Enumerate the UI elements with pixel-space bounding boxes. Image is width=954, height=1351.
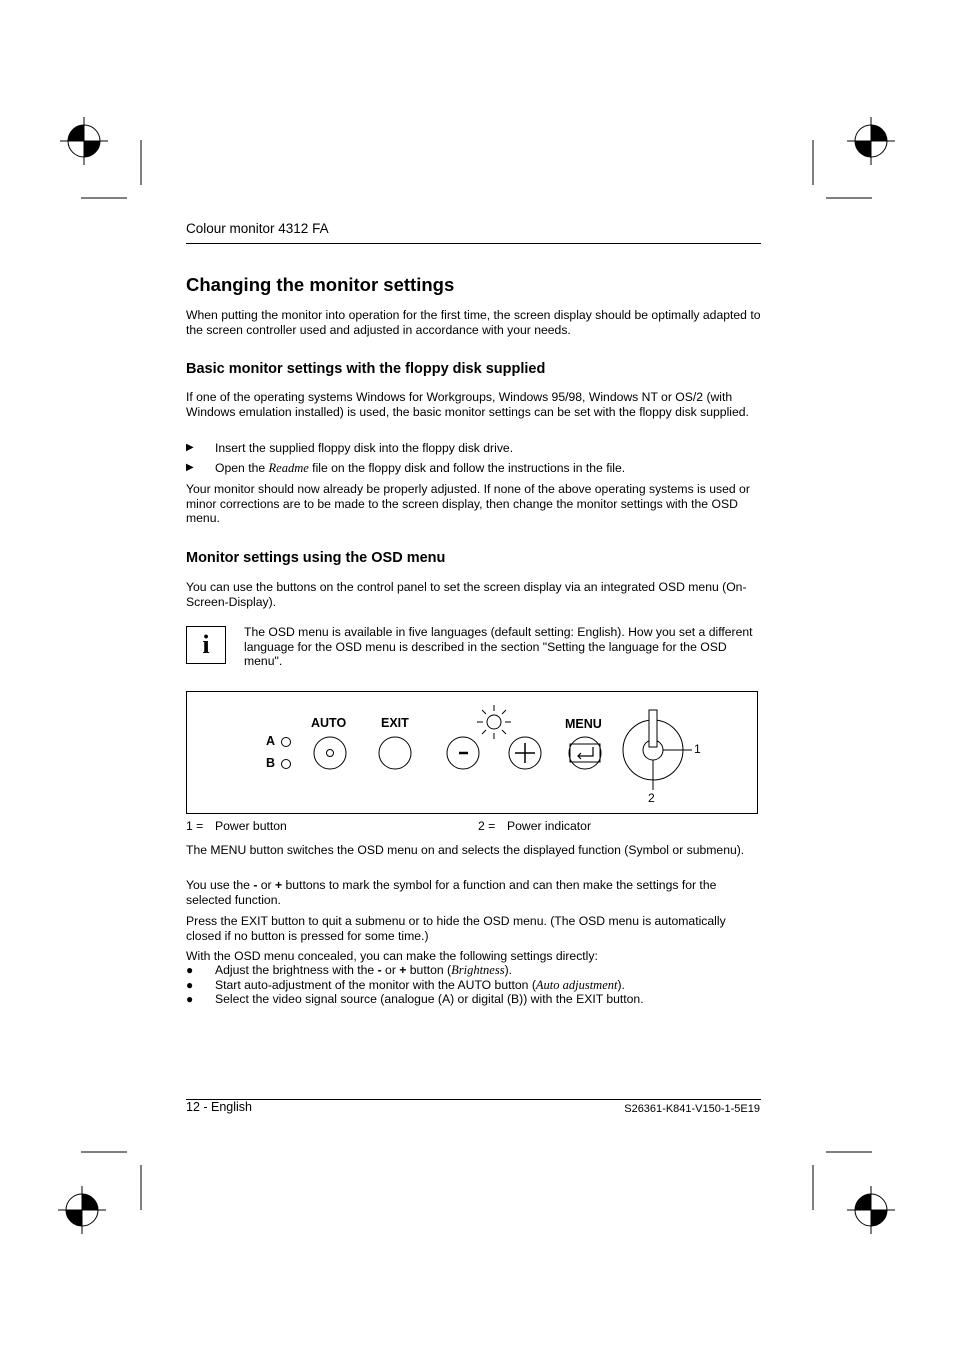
exit-paragraph: Press the EXIT button to quit a submenu or to hide the OSD menu. (The OSD menu is automatically closed if no button is pressed for some time.) — [186, 914, 726, 943]
bullet-2-text: Start auto-adjustment of the monitor with the AUTO button ( — [215, 978, 536, 992]
minus-button-icon — [447, 737, 479, 769]
brightness-sun-icon — [477, 705, 511, 739]
plus-button-icon — [509, 737, 541, 769]
bullet-1 — [215, 963, 760, 978]
label-b: B — [266, 756, 276, 770]
led-a-icon — [282, 738, 291, 747]
menu-paragraph: The MENU button switches the OSD menu on and selects the displayed function (Symbol or submenu). — [186, 843, 745, 857]
brightness-term: Brightness — [451, 963, 505, 977]
label-auto: AUTO — [311, 716, 347, 730]
bullet-1-mid: button ( — [406, 963, 452, 977]
plus-symbol: + — [399, 963, 407, 977]
control-panel-diagram — [186, 691, 758, 814]
step-2 — [215, 461, 760, 476]
label-exit: EXIT — [381, 716, 409, 730]
registration-target-icon — [847, 1186, 895, 1234]
info-icon: i — [186, 626, 226, 664]
page-number: 12 - English — [186, 1100, 253, 1114]
footer-rule — [186, 1099, 761, 1100]
callout-2: 2 — [648, 791, 655, 805]
power-button-icon — [623, 710, 692, 790]
bullet-icon: ● — [186, 992, 194, 1006]
auto-button-icon — [314, 737, 346, 769]
bullet-2 — [215, 978, 760, 993]
bullet-3: Select the video signal source (analogue (A) or digital (B)) with the EXIT button. — [215, 992, 644, 1006]
registration-target-icon — [847, 117, 895, 165]
callout-1: 1 — [694, 742, 701, 756]
use-text: You use the — [186, 878, 254, 892]
use-text-end: buttons to mark the symbol for a function and can then make the settings for the selected function. — [186, 878, 717, 907]
running-header: Colour monitor 4312 FA — [186, 221, 329, 236]
led-b-icon — [282, 760, 291, 769]
floppy-heading: Basic monitor settings with the floppy disk supplied — [186, 361, 546, 377]
readme-filename: Readme — [268, 461, 309, 475]
osd-paragraph: You can use the buttons on the control panel to set the screen display via an integrated OSD menu (On-Screen-Display). — [186, 580, 747, 609]
step-2-text-end: file on the floppy disk and follow the instructions in the file. — [308, 461, 626, 475]
bullet-icon: ● — [186, 978, 194, 992]
crop-mark-icon — [81, 140, 872, 1210]
legend-2-text: Power indicator — [507, 819, 591, 833]
bullet-2-end: ). — [617, 978, 625, 992]
step-arrow-icon: ▶ — [186, 442, 194, 453]
header-rule — [186, 243, 761, 244]
registration-target-icon — [60, 117, 108, 165]
concealed-paragraph: With the OSD menu concealed, you can make the following settings directly: — [186, 949, 598, 963]
minus-symbol: - — [253, 878, 258, 892]
exit-button-icon — [379, 737, 411, 769]
step-1: Insert the supplied floppy disk into the floppy disk drive. — [215, 441, 514, 455]
floppy-after-paragraph: Your monitor should now already be properly adjusted. If none of the above operating systems is used or minor corrections are to be made to the screen display, then change the monitor settings with the OSD menu. — [186, 482, 750, 526]
step-arrow-icon: ▶ — [186, 462, 194, 473]
bullet-icon: ● — [186, 963, 194, 977]
panel-drawing — [187, 692, 757, 813]
auto-adjustment-term: Auto adjustment — [535, 978, 618, 992]
plus-symbol: + — [275, 878, 283, 892]
step-2-text: Open the — [215, 461, 269, 475]
info-note: The OSD menu is available in five languages (default setting: English). How you set a different language for the OSD menu is described in the section "Setting the language for the OSD menu". — [244, 625, 753, 669]
or-text: or — [381, 963, 400, 977]
label-menu: MENU — [565, 717, 602, 731]
floppy-paragraph: If one of the operating systems Windows for Workgroups, Windows 95/98, Windows NT or OS/2 (with Windows emulation installed) is used, the basic monitor settings can be set with the floppy disk supplied. — [186, 390, 749, 419]
or-text: or — [257, 878, 275, 892]
section-title: Changing the monitor settings — [186, 274, 455, 295]
legend-1-text: Power button — [215, 819, 287, 833]
legend-2-num: 2 = — [478, 819, 496, 833]
use-paragraph — [186, 878, 761, 907]
legend-1-num: 1 = — [186, 819, 204, 833]
osd-heading: Monitor settings using the OSD menu — [186, 550, 446, 566]
registration-target-icon — [58, 1186, 106, 1234]
document-code: S26361-K841-V150-1-5E19 — [624, 1103, 760, 1115]
menu-enter-icon — [569, 737, 601, 769]
label-a: A — [266, 734, 276, 748]
minus-symbol: - — [377, 963, 382, 977]
intro-paragraph: When putting the monitor into operation for the first time, the screen display should be optimally adapted to the screen controller used and adjusted in accordance with your needs. — [186, 308, 761, 337]
bullet-1-text: Adjust the brightness with the — [215, 963, 378, 977]
bullet-1-end: ). — [504, 963, 513, 977]
